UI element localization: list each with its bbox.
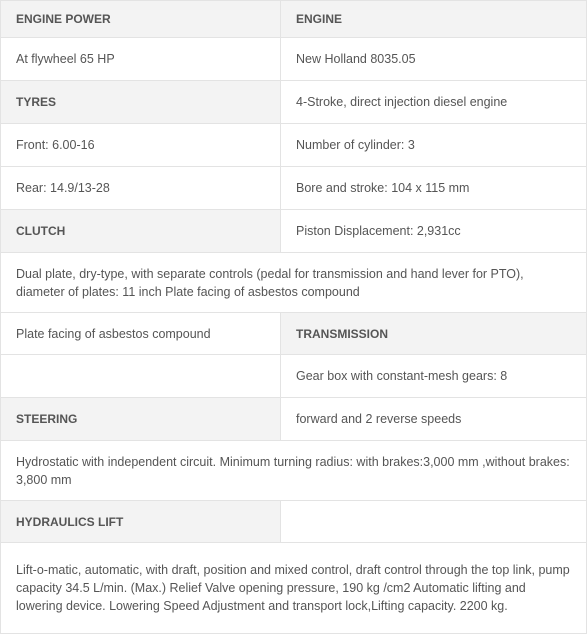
table-row [1,355,587,398]
section-header-engine-power: ENGINE POWER [1,1,281,38]
spec-description: Hydrostatic with independent circuit. Minimum turning radius: with brakes:3,000 mm ,without brakes: 3,800 mm [1,441,587,501]
section-header-hydraulics-lift: HYDRAULICS LIFT [1,501,281,543]
spec-cell: At flywheel 65 HP [1,38,281,81]
spec-cell: Front: 6.00-16 [1,124,281,167]
spec-cell: Bore and stroke: 104 x 115 mm [281,167,587,210]
section-header-engine: ENGINE [281,1,587,38]
spec-description: Dual plate, dry-type, with separate controls (pedal for transmission and hand lever for PTO), diameter of plates: 11 inch Plate facing of asbestos compound [1,253,587,313]
table-row [1,81,587,124]
table-row [1,543,587,634]
table-row [1,167,587,210]
spec-cell: forward and 2 reverse speeds [281,398,587,441]
table-row [1,210,587,253]
table-row [1,1,587,38]
section-header-steering: STEERING [1,398,281,441]
spec-cell: Number of cylinder: 3 [281,124,587,167]
table-row [1,501,587,543]
spec-cell: Rear: 14.9/13-28 [1,167,281,210]
spec-cell: New Holland 8035.05 [281,38,587,81]
empty-cell [281,501,587,543]
spec-description: Lift-o-matic, automatic, with draft, position and mixed control, draft control through the top link, pump capacity 34.5 L/min. (Max.) Relief Valve opening pressure, 190 kg /cm2 Automatic lifting and lowering device. Lowering Speed Adjustment and transport lock,Lifting capacity. 2200 kg. [1,543,587,634]
spec-cell: Gear box with constant-mesh gears: 8 [281,355,587,398]
table-row [1,124,587,167]
table-row [1,38,587,81]
section-header-transmission: TRANSMISSION [281,313,587,355]
section-header-clutch: CLUTCH [1,210,281,253]
table-row [1,441,587,501]
spec-cell: Plate facing of asbestos compound [1,313,281,355]
table-row [1,253,587,313]
table-row [1,313,587,355]
spec-cell: Piston Displacement: 2,931cc [281,210,587,253]
section-header-tyres: TYRES [1,81,281,124]
spec-cell: 4-Stroke, direct injection diesel engine [281,81,587,124]
table-row [1,398,587,441]
empty-cell [1,355,281,398]
